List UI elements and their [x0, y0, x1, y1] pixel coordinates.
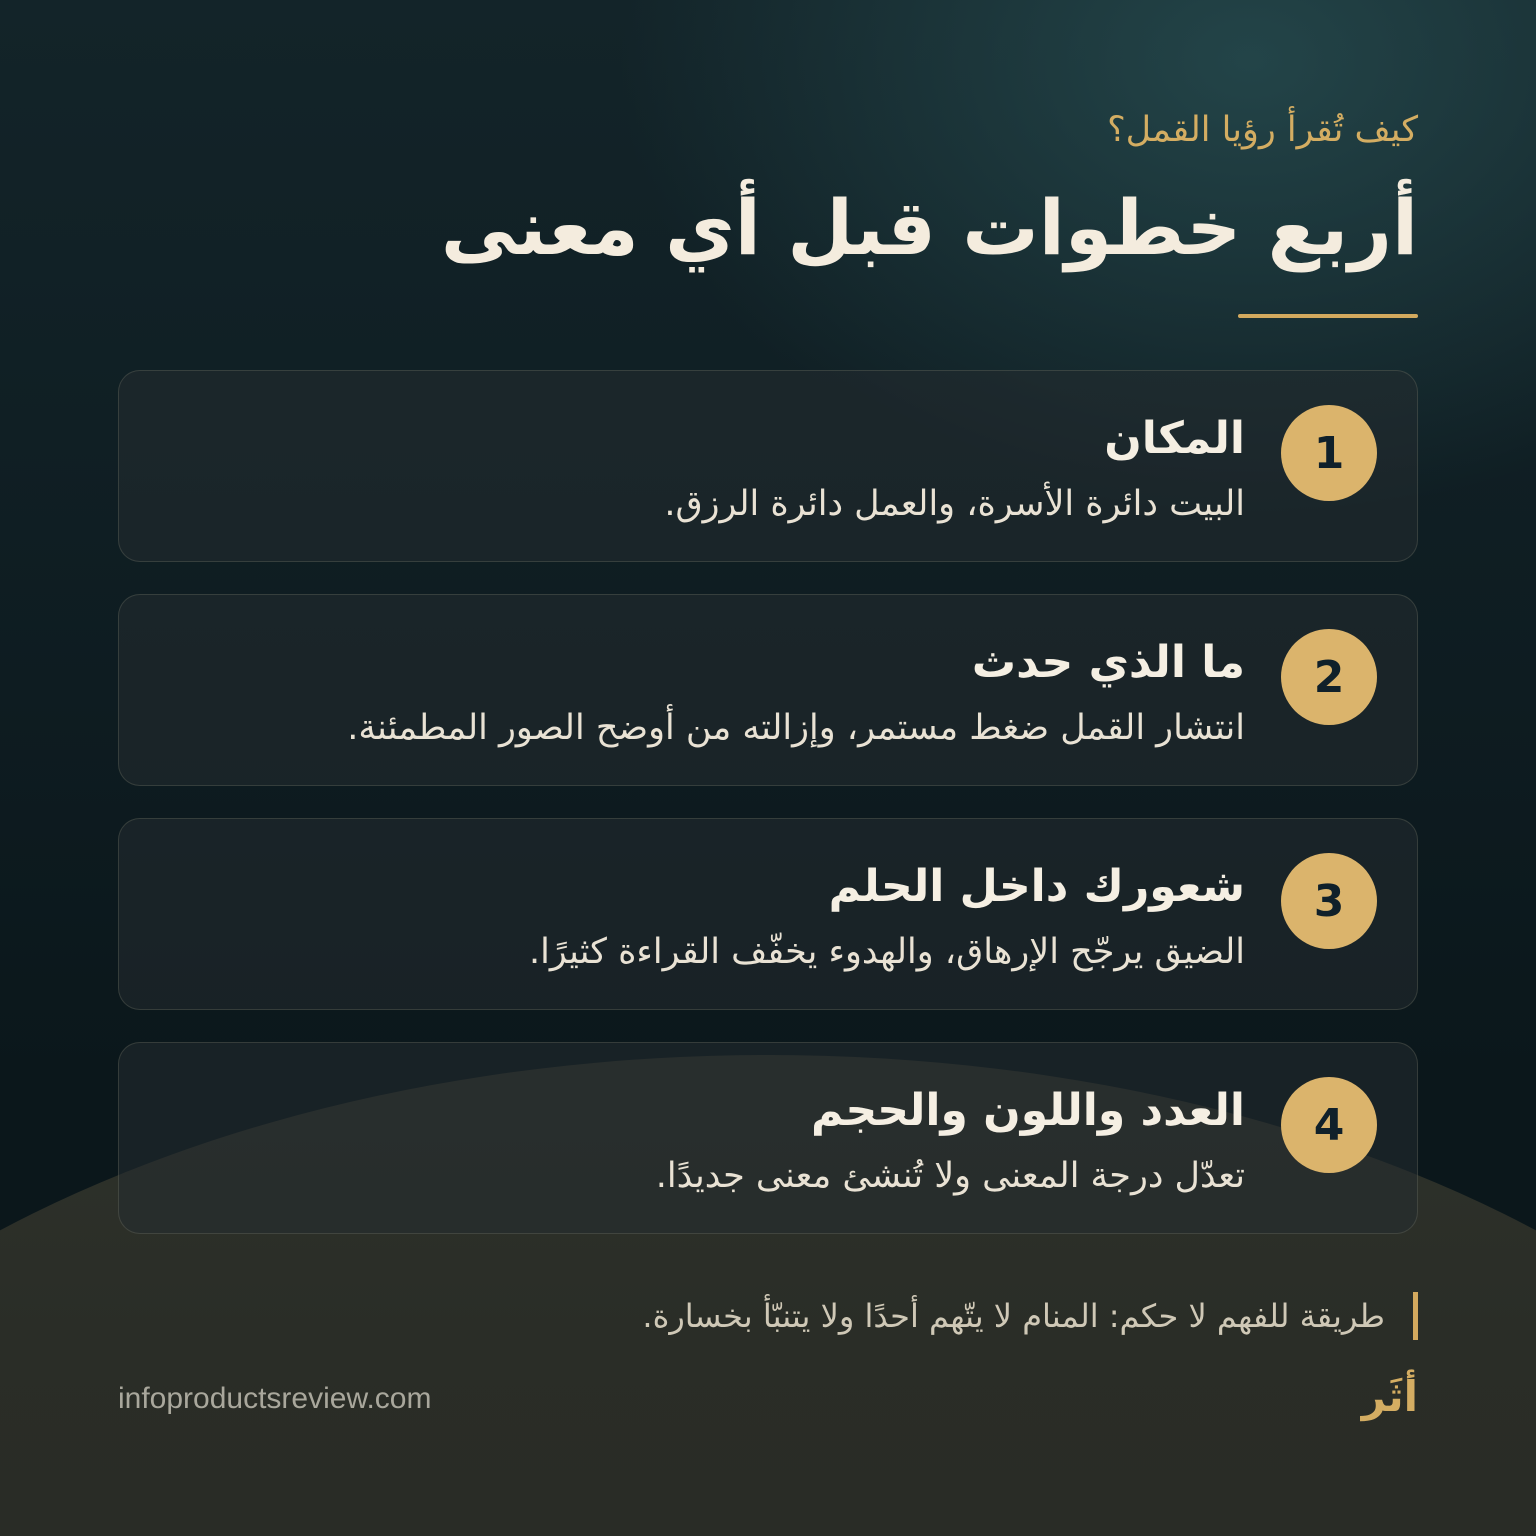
step-number-badge: 3 — [1281, 853, 1377, 949]
step-number-badge: 4 — [1281, 1077, 1377, 1173]
step-card-2 — [118, 594, 1418, 786]
step-title: المكان — [1104, 413, 1245, 464]
step-title: شعورك داخل الحلم — [828, 861, 1245, 912]
step-title: ما الذي حدث — [971, 637, 1245, 688]
steps-list — [118, 370, 1418, 1266]
step-description: الضيق يرجّح الإرهاق، والهدوء يخفّف القراءة كثيرًا. — [529, 932, 1245, 972]
brand-logo: أثَر — [1361, 1372, 1418, 1421]
step-description: تعدّل درجة المعنى ولا تُنشئ معنى جديدًا. — [655, 1156, 1245, 1196]
site-domain: infoproductsreview.com — [118, 1382, 432, 1415]
step-number-badge: 2 — [1281, 629, 1377, 725]
step-description: انتشار القمل ضغط مستمر، وإزالته من أوضح الصور المطمئنة. — [347, 708, 1245, 748]
page-title: أربع خطوات قبل أي معنى — [440, 183, 1418, 272]
footnote-quote: طريقة للفهم لا حكم: المنام لا يتّهم أحدًا ولا يتنبّأ بخسارة. — [642, 1292, 1418, 1340]
eyebrow-question: كيف تُقرأ رؤيا القمل؟ — [1107, 110, 1418, 150]
step-card-3 — [118, 818, 1418, 1010]
step-number-badge: 1 — [1281, 405, 1377, 501]
title-underline-divider — [1238, 314, 1418, 318]
step-card-1 — [118, 370, 1418, 562]
step-description: البيت دائرة الأسرة، والعمل دائرة الرزق. — [664, 484, 1245, 524]
step-title: العدد واللون والحجم — [810, 1085, 1245, 1136]
step-card-4 — [118, 1042, 1418, 1234]
